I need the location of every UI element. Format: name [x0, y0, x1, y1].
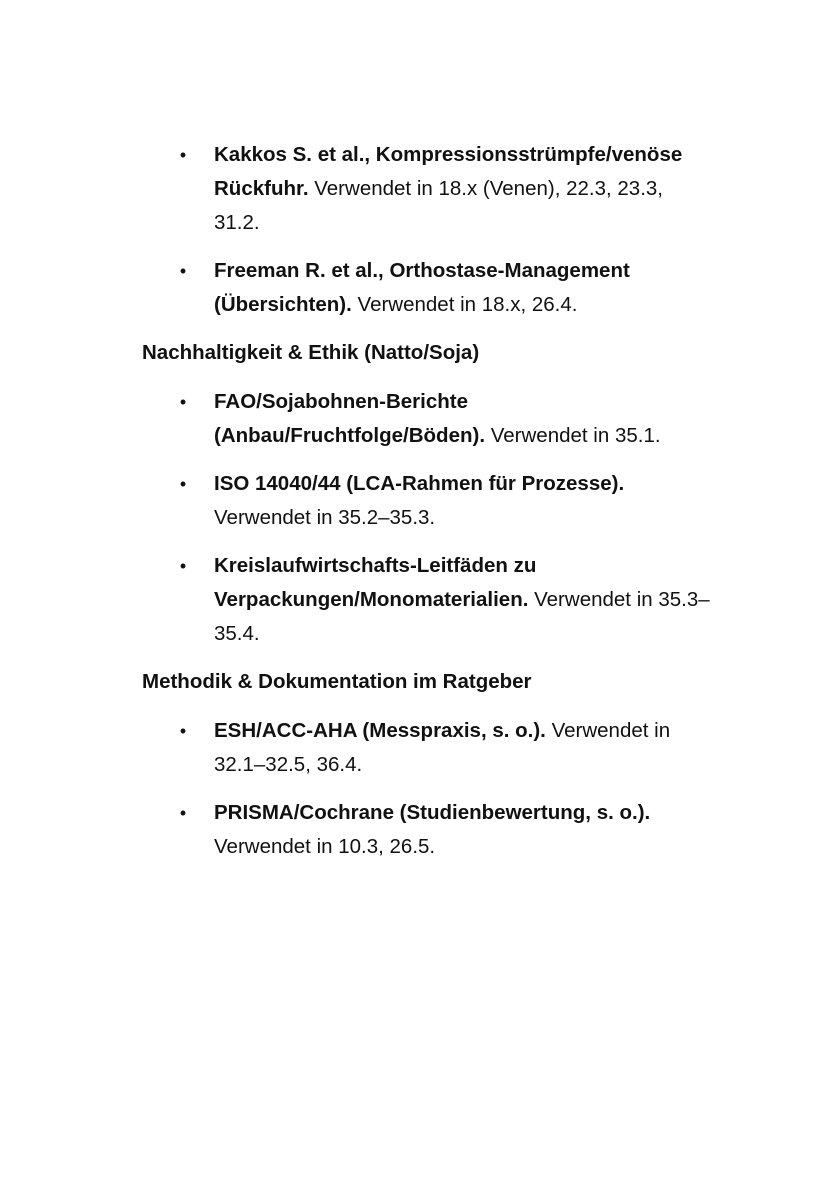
- reference-usage: Verwendet in 18.x, 26.4.: [351, 293, 578, 316]
- reference-item: [142, 549, 712, 651]
- reference-item: [142, 254, 712, 322]
- bullet-icon: •: [179, 392, 187, 412]
- reference-title: Kreislaufwirtschafts-Leitfäden zu Verpackungen/Monomaterialien.: [214, 554, 537, 611]
- reference-usage: Verwendet in 35.3–35.4.: [214, 588, 710, 645]
- bullet-icon: •: [179, 261, 187, 281]
- references-section-methodology: [142, 665, 712, 864]
- reference-usage: Verwendet in 32.1–32.5, 36.4.: [214, 719, 671, 776]
- reference-list: [142, 385, 712, 651]
- reference-item: [142, 796, 712, 864]
- reference-title: FAO/Sojabohnen-Berichte (Anbau/Fruchtfolge/Böden).: [214, 390, 486, 447]
- reference-title: ISO 14040/44 (LCA-Rahmen für Prozesse).: [214, 472, 625, 495]
- reference-list: [142, 138, 712, 322]
- reference-title: Kakkos S. et al., Kompressionsstrümpfe/venöse Rückfuhr.: [214, 143, 683, 200]
- reference-usage: Verwendet in 18.x (Venen), 22.3, 23.3, 31.2.: [214, 177, 663, 234]
- reference-title: PRISMA/Cochrane (Studienbewertung, s. o.).: [214, 801, 651, 824]
- reference-usage: Verwendet in 35.2–35.3.: [214, 506, 436, 529]
- bullet-icon: •: [179, 803, 187, 823]
- reference-usage: Verwendet in 35.1.: [485, 424, 661, 447]
- reference-usage: Verwendet in 10.3, 26.5.: [214, 835, 436, 858]
- reference-list: [142, 714, 712, 864]
- references-content: [142, 138, 712, 878]
- section-heading: Nachhaltigkeit & Ethik (Natto/Soja): [142, 341, 480, 364]
- reference-item: [142, 714, 712, 782]
- section-heading: Methodik & Dokumentation im Ratgeber: [142, 670, 532, 693]
- reference-item: [142, 138, 712, 240]
- bullet-icon: •: [179, 556, 187, 576]
- bullet-icon: •: [179, 474, 187, 494]
- references-section-sustainability: [142, 336, 712, 651]
- bullet-icon: •: [179, 145, 187, 165]
- reference-item: [142, 385, 712, 453]
- bullet-icon: •: [179, 721, 187, 741]
- reference-item: [142, 467, 712, 535]
- references-section-continued: [142, 138, 712, 322]
- reference-title: ESH/ACC-AHA (Messpraxis, s. o.).: [214, 719, 546, 742]
- reference-title: Freeman R. et al., Orthostase-Management (Übersichten).: [214, 259, 630, 316]
